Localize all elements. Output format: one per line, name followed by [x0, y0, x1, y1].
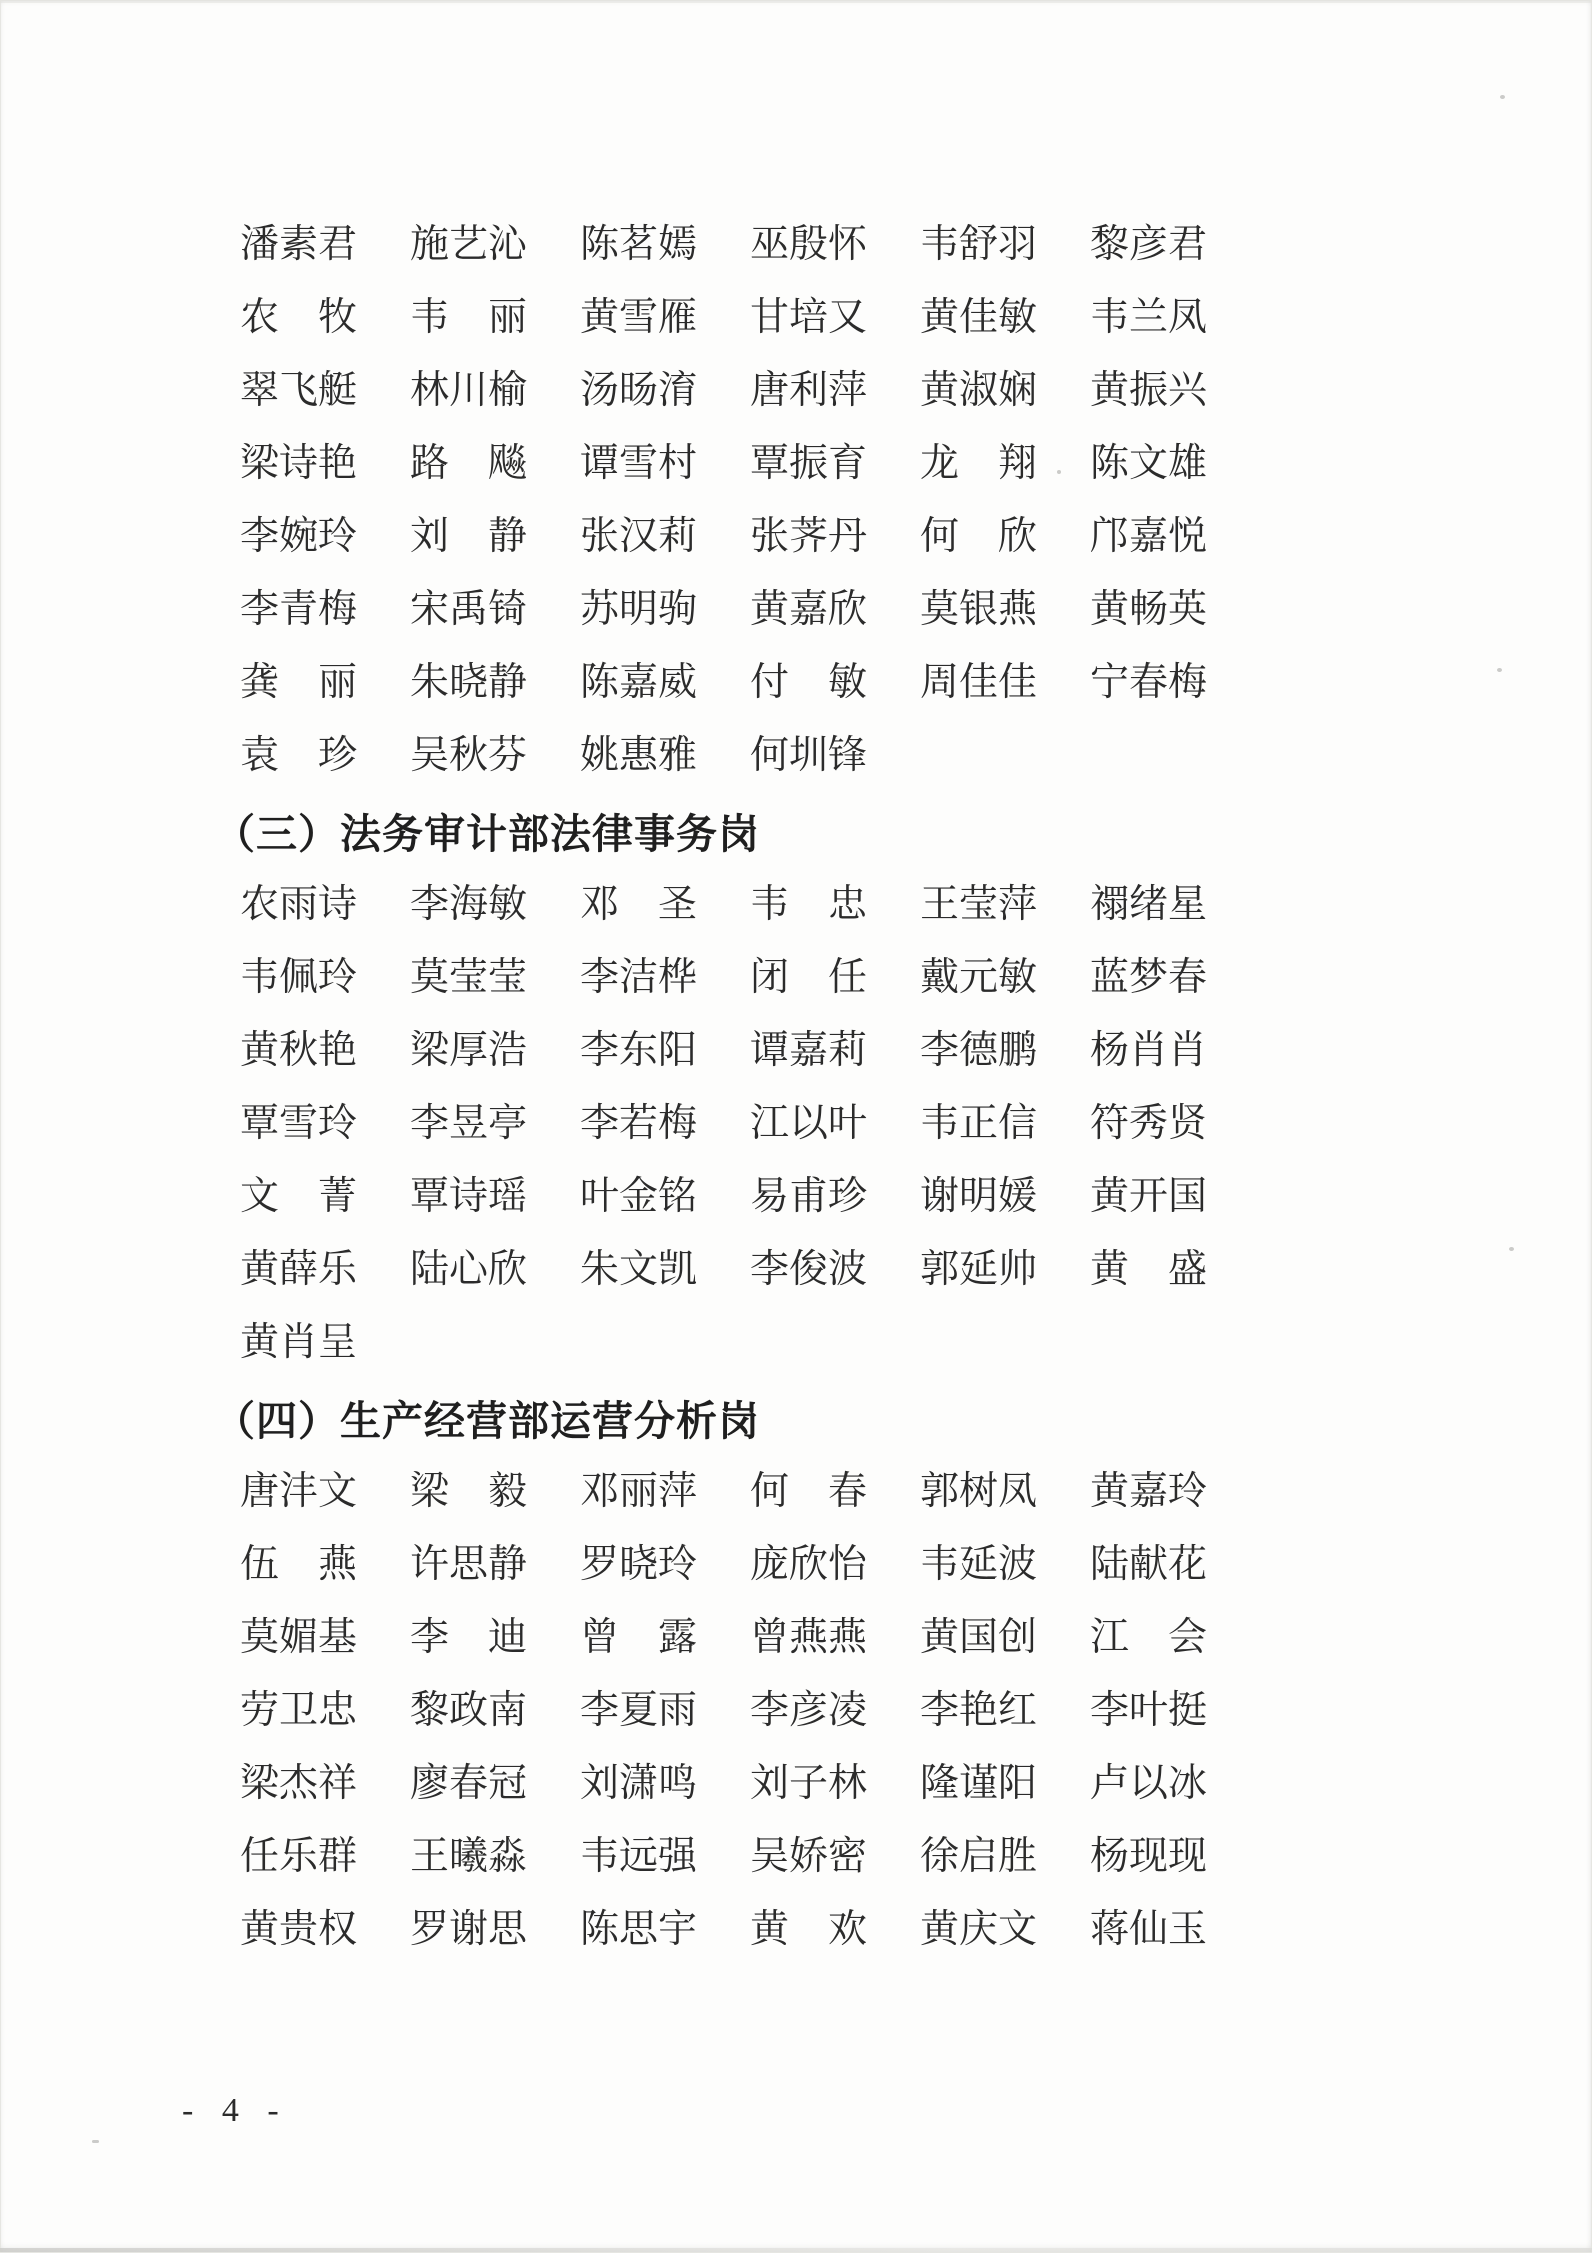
person-name: 李彦凌: [750, 1689, 868, 1732]
person-name: 陆献花: [1090, 1543, 1208, 1586]
person-name: 袁 珍: [240, 734, 358, 777]
person-name: 罗晓玲: [580, 1543, 698, 1586]
scan-bottom-edge: [0, 2248, 1592, 2252]
person-name: 唐利萍: [750, 369, 868, 412]
person-name: 巫殷怀: [750, 223, 868, 266]
name-row: [240, 500, 1290, 573]
person-name: 陈思宇: [580, 1908, 698, 1951]
person-name: 庞欣怡: [750, 1543, 868, 1586]
person-name: 施艺沁: [410, 223, 528, 266]
person-name: 姚惠雅: [580, 734, 698, 777]
person-name: 张汉莉: [580, 515, 698, 558]
person-name: 符秀贤: [1090, 1102, 1208, 1145]
person-name: 陈文雄: [1090, 442, 1208, 485]
name-row: [240, 1893, 1290, 1966]
name-row: [240, 1455, 1290, 1528]
person-name: 付 敏: [750, 661, 868, 704]
person-name: 莫银燕: [920, 588, 1038, 631]
person-name: 莫莹莹: [410, 956, 528, 999]
person-name: 卢以冰: [1090, 1762, 1208, 1805]
person-name: 王曦淼: [410, 1835, 528, 1878]
person-name: 梁 毅: [410, 1470, 528, 1513]
person-name: 蓝梦春: [1090, 956, 1208, 999]
person-name: 甘培又: [750, 296, 868, 339]
person-name: 汤旸淯: [580, 369, 698, 412]
person-name: 江 会: [1090, 1616, 1208, 1659]
person-name: 李若梅: [580, 1102, 698, 1145]
person-name: 韦兰凤: [1090, 296, 1208, 339]
person-name: 龙 翔: [920, 442, 1038, 485]
person-name: 黄 欢: [750, 1908, 868, 1951]
person-name: 禤绪星: [1090, 883, 1208, 926]
document-content: [214, 208, 1290, 1966]
person-name: 杨肖肖: [1090, 1029, 1208, 1072]
person-name: 黄庆文: [920, 1908, 1038, 1951]
person-name: 张荠丹: [750, 515, 868, 558]
person-name: 龚 丽: [240, 661, 358, 704]
person-name: 黄佳敏: [920, 296, 1038, 339]
scan-speck: [92, 2140, 99, 2143]
person-name: 黄国创: [920, 1616, 1038, 1659]
person-name: 李夏雨: [580, 1689, 698, 1732]
person-name: 戴元敏: [920, 956, 1038, 999]
name-row: [240, 1674, 1290, 1747]
person-name: 易甫珍: [750, 1175, 868, 1218]
name-row: [240, 1014, 1290, 1087]
name-row: [240, 354, 1290, 427]
person-name: 刘 静: [410, 515, 528, 558]
name-row: [240, 941, 1290, 1014]
person-name: 朱文凯: [580, 1248, 698, 1291]
name-row: [240, 719, 1290, 792]
person-name: 覃振育: [750, 442, 868, 485]
section-heading: （三）法务审计部法律事务岗: [214, 810, 760, 857]
scan-speck: [1057, 470, 1061, 474]
name-row: [240, 1160, 1290, 1233]
person-name: 黄贵权: [240, 1908, 358, 1951]
person-name: 李海敏: [410, 883, 528, 926]
person-name: 黄薛乐: [240, 1248, 358, 1291]
person-name: 黄雪雁: [580, 296, 698, 339]
person-name: 韦佩玲: [240, 956, 358, 999]
person-name: 曾 露: [580, 1616, 698, 1659]
person-name: 李叶挺: [1090, 1689, 1208, 1732]
person-name: 周佳佳: [920, 661, 1038, 704]
person-name: 邝嘉悦: [1090, 515, 1208, 558]
scan-speck: [1500, 95, 1505, 99]
person-name: 何圳锋: [750, 734, 868, 777]
person-name: 黄嘉欣: [750, 588, 868, 631]
scan-speck: [1509, 1247, 1514, 1251]
person-name: 伍 燕: [240, 1543, 358, 1586]
name-row: [240, 208, 1290, 281]
person-name: 吴秋芬: [410, 734, 528, 777]
person-name: 蒋仙玉: [1090, 1908, 1208, 1951]
person-name: 李 迪: [410, 1616, 528, 1659]
person-name: 陈茗嫣: [580, 223, 698, 266]
person-name: 苏明驹: [580, 588, 698, 631]
person-name: 任乐群: [240, 1835, 358, 1878]
person-name: 李青梅: [240, 588, 358, 631]
person-name: 邓丽萍: [580, 1470, 698, 1513]
scan-top-edge: [0, 0, 1592, 3]
person-name: 罗谢思: [410, 1908, 528, 1951]
person-name: 林川榆: [410, 369, 528, 412]
name-row: [240, 427, 1290, 500]
person-name: 宋禹锜: [410, 588, 528, 631]
name-row: [240, 281, 1290, 354]
person-name: 农 牧: [240, 296, 358, 339]
person-name: 韦正信: [920, 1102, 1038, 1145]
person-name: 陈嘉威: [580, 661, 698, 704]
name-row: [240, 1087, 1290, 1160]
name-row: [240, 573, 1290, 646]
scan-speck: [1497, 668, 1502, 672]
person-name: 李婉玲: [240, 515, 358, 558]
person-name: 刘潇鸣: [580, 1762, 698, 1805]
person-name: 黄淑娴: [920, 369, 1038, 412]
page-number: - 4 -: [182, 2092, 289, 2129]
person-name: 覃雪玲: [240, 1102, 358, 1145]
person-name: 韦 丽: [410, 296, 528, 339]
person-name: 何 春: [750, 1470, 868, 1513]
name-row: [240, 1820, 1290, 1893]
person-name: 李德鹏: [920, 1029, 1038, 1072]
person-name: 黎政南: [410, 1689, 528, 1732]
person-name: 李东阳: [580, 1029, 698, 1072]
person-name: 曾燕燕: [750, 1616, 868, 1659]
person-name: 李昱亭: [410, 1102, 528, 1145]
person-name: 李洁桦: [580, 956, 698, 999]
name-row: [240, 1233, 1290, 1306]
person-name: 韦舒羽: [920, 223, 1038, 266]
person-name: 廖春冠: [410, 1762, 528, 1805]
person-name: 韦延波: [920, 1543, 1038, 1586]
person-name: 梁诗艳: [240, 442, 358, 485]
person-name: 何 欣: [920, 515, 1038, 558]
name-row: [240, 646, 1290, 719]
person-name: 唐沣文: [240, 1470, 358, 1513]
person-name: 黎彦君: [1090, 223, 1208, 266]
person-name: 郭延帅: [920, 1248, 1038, 1291]
person-name: 吴娇密: [750, 1835, 868, 1878]
name-row: [240, 1306, 1290, 1379]
name-row: [240, 1601, 1290, 1674]
person-name: 谭嘉莉: [750, 1029, 868, 1072]
person-name: 谢明媛: [920, 1175, 1038, 1218]
person-name: 路 飚: [410, 442, 528, 485]
name-row: [240, 1528, 1290, 1601]
person-name: 许思静: [410, 1543, 528, 1586]
person-name: 黄 盛: [1090, 1248, 1208, 1291]
person-name: 翠飞艇: [240, 369, 358, 412]
person-name: 江以叶: [750, 1102, 868, 1145]
person-name: 韦远强: [580, 1835, 698, 1878]
person-name: 黄嘉玲: [1090, 1470, 1208, 1513]
person-name: 徐启胜: [920, 1835, 1038, 1878]
person-name: 刘子林: [750, 1762, 868, 1805]
person-name: 黄振兴: [1090, 369, 1208, 412]
person-name: 闭 任: [750, 956, 868, 999]
person-name: 莫媚基: [240, 1616, 358, 1659]
person-name: 黄畅英: [1090, 588, 1208, 631]
person-name: 杨现现: [1090, 1835, 1208, 1878]
person-name: 邓 圣: [580, 883, 698, 926]
person-name: 朱晓静: [410, 661, 528, 704]
person-name: 韦 忠: [750, 883, 868, 926]
person-name: 潘素君: [240, 223, 358, 266]
person-name: 梁杰祥: [240, 1762, 358, 1805]
person-name: 黄开国: [1090, 1175, 1208, 1218]
person-name: 劳卫忠: [240, 1689, 358, 1732]
person-name: 隆谨阳: [920, 1762, 1038, 1805]
person-name: 覃诗瑶: [410, 1175, 528, 1218]
name-row: [240, 868, 1290, 941]
person-name: 叶金铭: [580, 1175, 698, 1218]
person-name: 黄肖呈: [240, 1321, 358, 1364]
person-name: 梁厚浩: [410, 1029, 528, 1072]
person-name: 宁春梅: [1090, 661, 1208, 704]
person-name: 王莹萍: [920, 883, 1038, 926]
person-name: 谭雪村: [580, 442, 698, 485]
name-row: [240, 1747, 1290, 1820]
person-name: 农雨诗: [240, 883, 358, 926]
person-name: 李艳红: [920, 1689, 1038, 1732]
section-heading: （四）生产经营部运营分析岗: [214, 1397, 760, 1444]
person-name: 文 菁: [240, 1175, 358, 1218]
person-name: 陆心欣: [410, 1248, 528, 1291]
person-name: 黄秋艳: [240, 1029, 358, 1072]
person-name: 郭树凤: [920, 1470, 1038, 1513]
person-name: 李俊波: [750, 1248, 868, 1291]
